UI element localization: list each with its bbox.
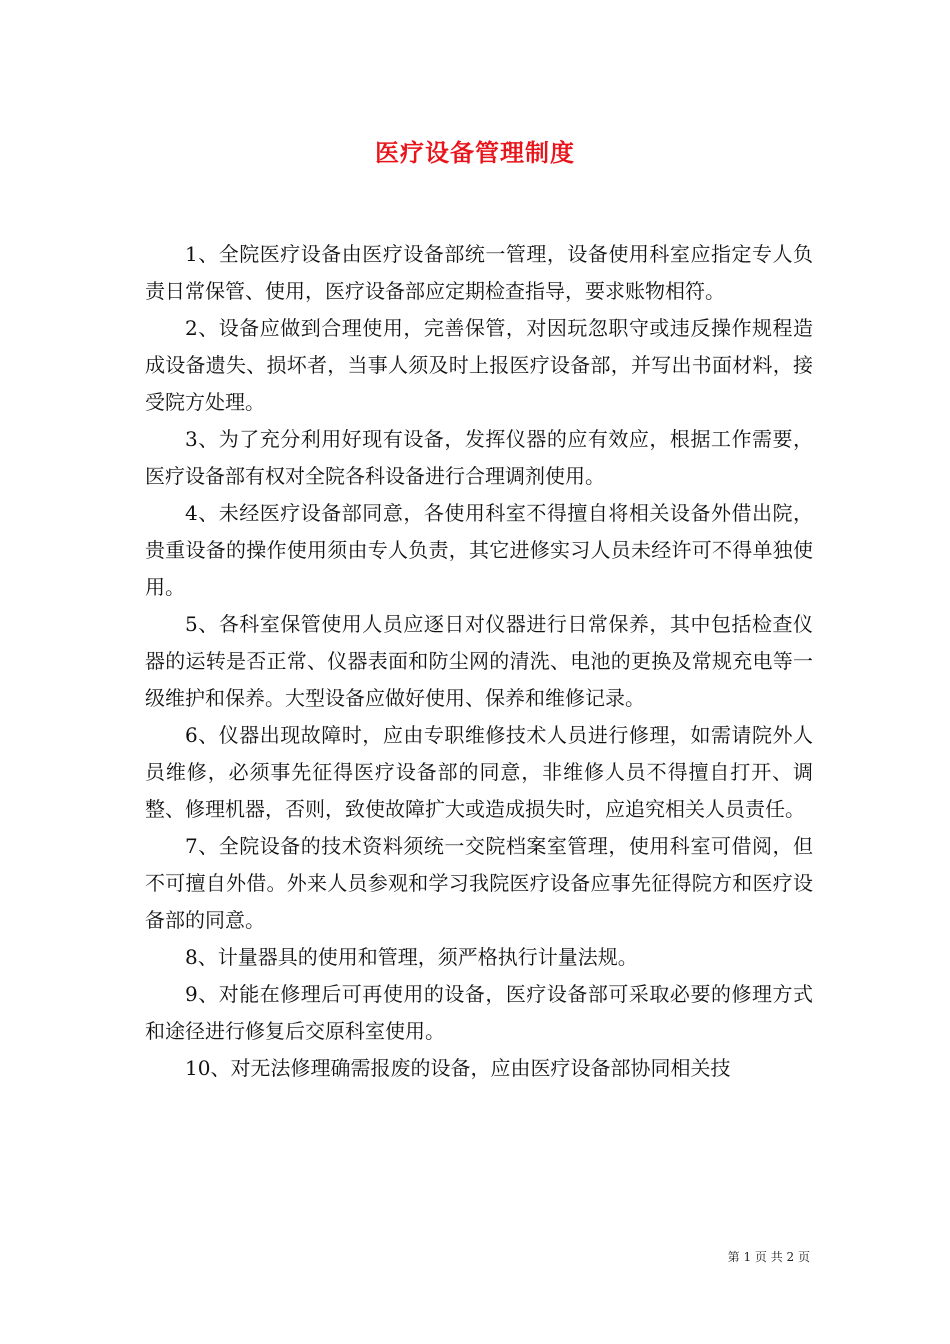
paragraph-7: 7、全院设备的技术资料须统一交院档案室管理，使用科室可借阅，但不可擅自外借。外来人员参观和学习我院医疗设备应事先征得院方和医疗设备部的同意。: [145, 834, 813, 932]
paragraph-1: 1、全院医疗设备由医疗设备部统一管理，设备使用科室应指定专人负责日常保管、使用，医疗设备部应定期检查指导，要求账物相符。: [145, 242, 813, 303]
paragraph-10: 10、对无法修理确需报废的设备，应由医疗设备部协同相关技: [185, 1056, 731, 1080]
paragraph-9: 9、对能在修理后可再使用的设备，医疗设备部可采取必要的修理方式和途径进行修复后交原科室使用。: [145, 982, 813, 1043]
paragraph-2: 2、设备应做到合理使用，完善保管，对因玩忽职守或违反操作规程造成设备遗失、损坏者，当事人须及时上报医疗设备部，并写出书面材料，接受院方处理。: [145, 316, 813, 414]
page-title: 医疗设备管理制度: [375, 138, 575, 167]
paragraph-4: 4、未经医疗设备部同意，各使用科室不得擅自将相关设备外借出院，贵重设备的操作使用须由专人负责，其它进修实习人员未经许可不得单独使用。: [145, 501, 813, 599]
paragraph-6: 6、仪器出现故障时，应由专职维修技术人员进行修理，如需请院外人员维修，必须事先征得医疗设备部的同意，非维修人员不得擅自打开、调整、修理机器，否则，致使故障扩大或造成损失时，应追究相关人员责任。: [145, 723, 813, 821]
body-text: [145, 236, 813, 1087]
paragraph-3: 3、为了充分利用好现有设备，发挥仪器的应有效应，根据工作需要，医疗设备部有权对全院各科设备进行合理调剂使用。: [145, 427, 813, 488]
paragraph-8: 8、计量器具的使用和管理，须严格执行计量法规。: [185, 945, 638, 969]
paragraph-5: 5、各科室保管使用人员应逐日对仪器进行日常保养，其中包括检查仪器的运转是否正常、仪器表面和防尘网的清洗、电池的更换及常规充电等一级维护和保养。大型设备应做好使用、保养和维修记录。: [145, 612, 813, 710]
page-number-footer: 第 1 页 共 2 页: [727, 1250, 810, 1264]
